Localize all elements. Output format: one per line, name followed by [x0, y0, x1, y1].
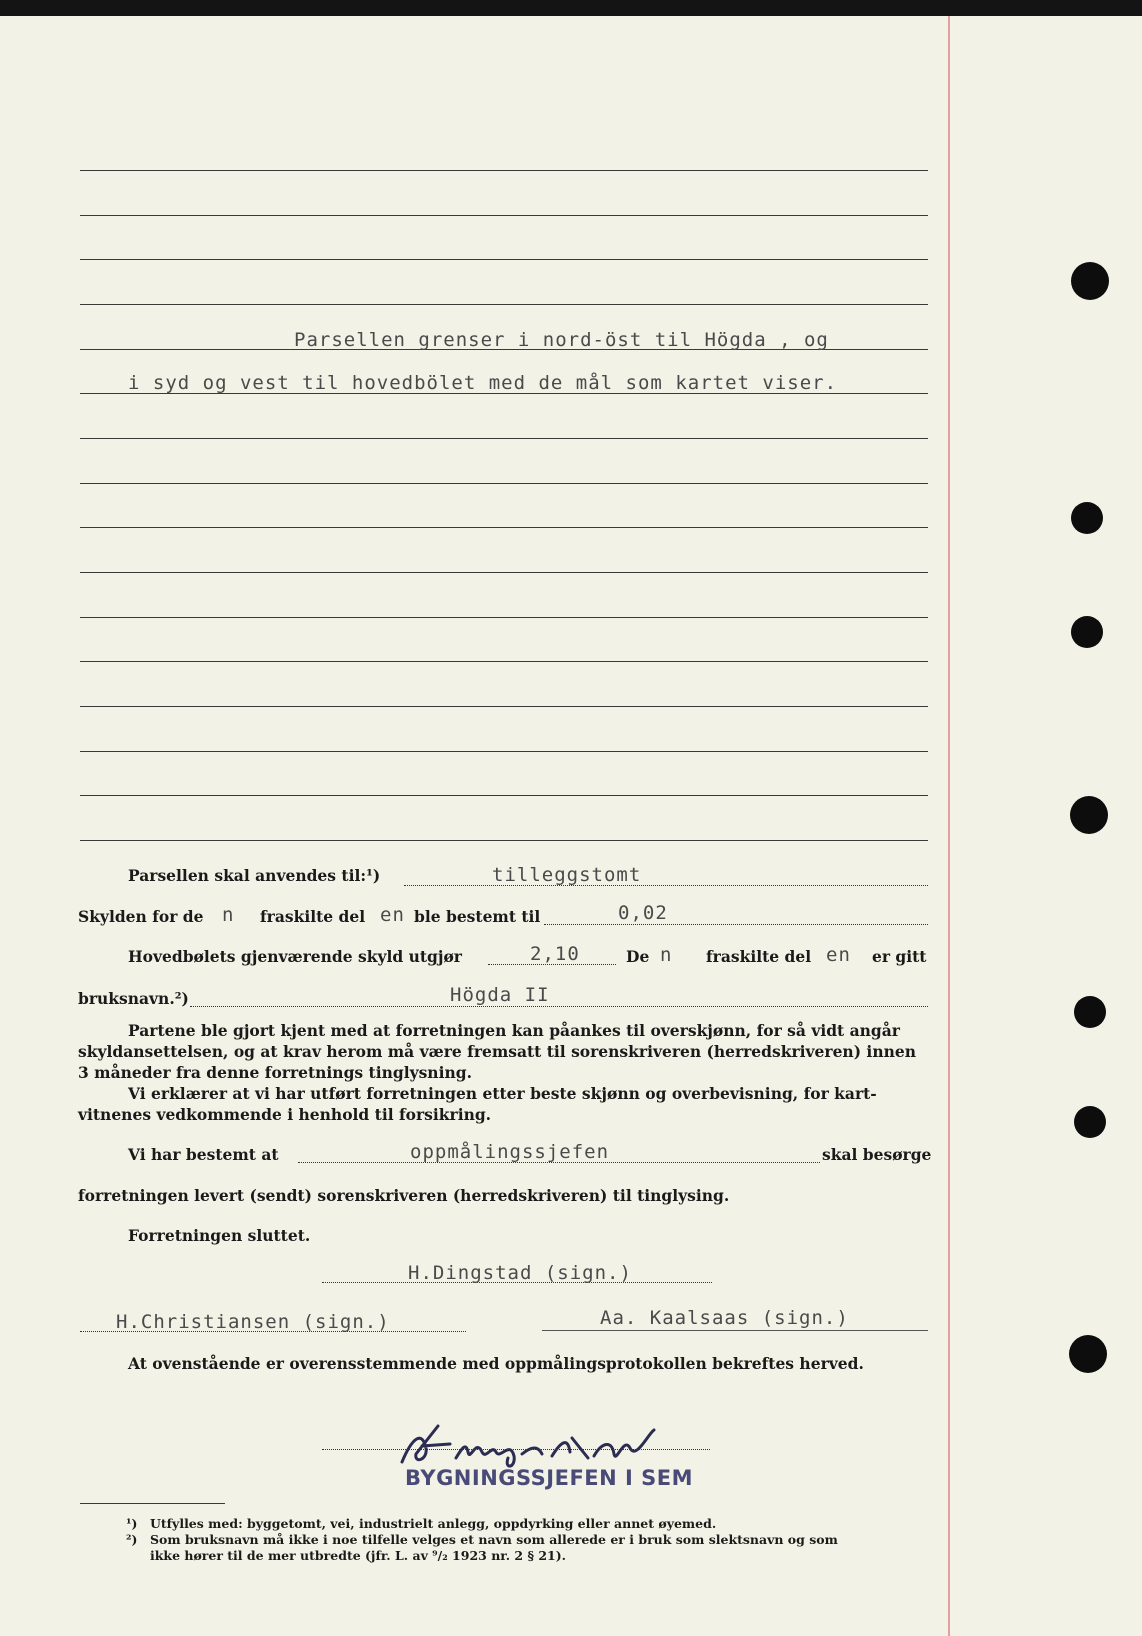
bruksnavn-dotted-line	[190, 1006, 928, 1007]
hovedbol-text-1: Hovedbølets gjenværende skyld utgjør	[128, 947, 462, 966]
official-stamp: BYGNINGSSJEFEN I SEM	[405, 1466, 694, 1490]
hovedbol-value: 2,10	[530, 943, 580, 965]
punch-hole	[1071, 502, 1103, 534]
bruksnavn-value: Högda II	[450, 984, 550, 1006]
parcel-description-line-1: Parsellen grenser i nord-öst til Högda , og	[294, 329, 829, 351]
skyld-n-suffix: n	[222, 904, 235, 926]
declaration-line-2: vitnenes vedkommende i henhold til forsikring.	[78, 1105, 492, 1124]
hovedbol-text-2: De	[626, 947, 650, 966]
footnote-2-line-1: Som bruksnavn må ikke i noe tilfelle velges et navn som allerede er i bruk som slektsnavn og som	[150, 1532, 838, 1547]
ruled-line	[80, 259, 928, 260]
closing-statement: Forretningen sluttet.	[128, 1226, 311, 1245]
skyld-dotted-line	[544, 924, 928, 925]
skyld-text-2: fraskilte del	[260, 907, 366, 926]
skyld-en-suffix: en	[380, 904, 405, 926]
footnote-separator	[80, 1503, 225, 1504]
signature-2: H.Christiansen (sign.)	[116, 1311, 390, 1333]
punch-hole	[1071, 616, 1103, 648]
ruled-line	[80, 617, 928, 618]
skyld-value: 0,02	[618, 902, 668, 924]
bruksnavn-label: bruksnavn.²)	[78, 989, 189, 1008]
margin-line	[948, 16, 950, 1636]
certification-signature-line	[322, 1449, 710, 1450]
hovedbol-en-suffix: en	[826, 944, 851, 966]
hovedbol-n-suffix: n	[660, 944, 673, 966]
punch-hole	[1074, 1106, 1106, 1138]
punch-hole	[1069, 1335, 1107, 1373]
punch-hole	[1070, 796, 1108, 834]
skyld-text-1: Skylden for de	[78, 907, 204, 926]
ruled-line	[80, 483, 928, 484]
appeal-paragraph-line-2: skyldansettelsen, og at krav herom må være fremsatt til sorenskriveren (herredskriveren) innen	[78, 1042, 916, 1061]
footnote-1: Utfylles med: byggetomt, vei, industrielt anlegg, oppdyrking eller annet øyemed.	[150, 1516, 717, 1531]
ruled-line	[80, 661, 928, 662]
hovedbol-text-4: er gitt	[872, 947, 927, 966]
responsible-value: oppmålingssjefen	[410, 1141, 610, 1163]
signature-3: Aa. Kaalsaas (sign.)	[600, 1307, 849, 1329]
ruled-line	[80, 840, 928, 841]
signature-line-3	[542, 1330, 928, 1331]
responsible-line-2: forretningen levert (sendt) sorenskriveren (herredskriveren) til tinglysing.	[78, 1186, 730, 1205]
usage-value: tilleggstomt	[492, 864, 642, 886]
ruled-line	[80, 795, 928, 796]
footnote-2-line-2: ikke hører til de mer utbredte (jfr. L. av ⁹/₂ 1923 nr. 2 § 21).	[150, 1548, 567, 1563]
declaration-line-1: Vi erklærer at vi har utført forretningen etter beste skjønn og overbevisning, for kart-	[128, 1084, 877, 1103]
ruled-line	[80, 572, 928, 573]
responsible-text-1: Vi har bestemt at	[128, 1145, 279, 1164]
appeal-paragraph-line-3: 3 måneder fra denne forretnings tinglysning.	[78, 1063, 472, 1082]
parcel-description-line-2: i syd og vest til hovedbölet med de mål som kartet viser.	[128, 372, 838, 394]
punch-hole	[1071, 262, 1109, 300]
certification-text: At ovenstående er overensstemmende med oppmålingsprotokollen bekreftes herved.	[128, 1354, 864, 1373]
skyld-text-3: ble bestemt til	[414, 907, 541, 926]
hovedbol-text-3: fraskilte del	[706, 947, 812, 966]
usage-dotted-line	[404, 885, 928, 886]
ruled-line	[80, 706, 928, 707]
ruled-line	[80, 170, 928, 171]
ruled-line	[80, 215, 928, 216]
punch-hole	[1074, 996, 1106, 1028]
scan-top-edge	[0, 0, 1142, 16]
ruled-line	[80, 527, 928, 528]
ruled-line	[80, 751, 928, 752]
usage-label: Parsellen skal anvendes til:¹)	[128, 866, 381, 885]
footnote-2-mark: ²)	[126, 1532, 138, 1547]
footnote-1-mark: ¹)	[126, 1516, 138, 1531]
ruled-line	[80, 438, 928, 439]
ruled-line	[80, 304, 928, 305]
responsible-text-2: skal besørge	[822, 1145, 932, 1164]
signature-1: H.Dingstad (sign.)	[408, 1262, 632, 1284]
appeal-paragraph-line-1: Partene ble gjort kjent med at forretningen kan påankes til overskjønn, for så vidt angår	[128, 1021, 900, 1040]
